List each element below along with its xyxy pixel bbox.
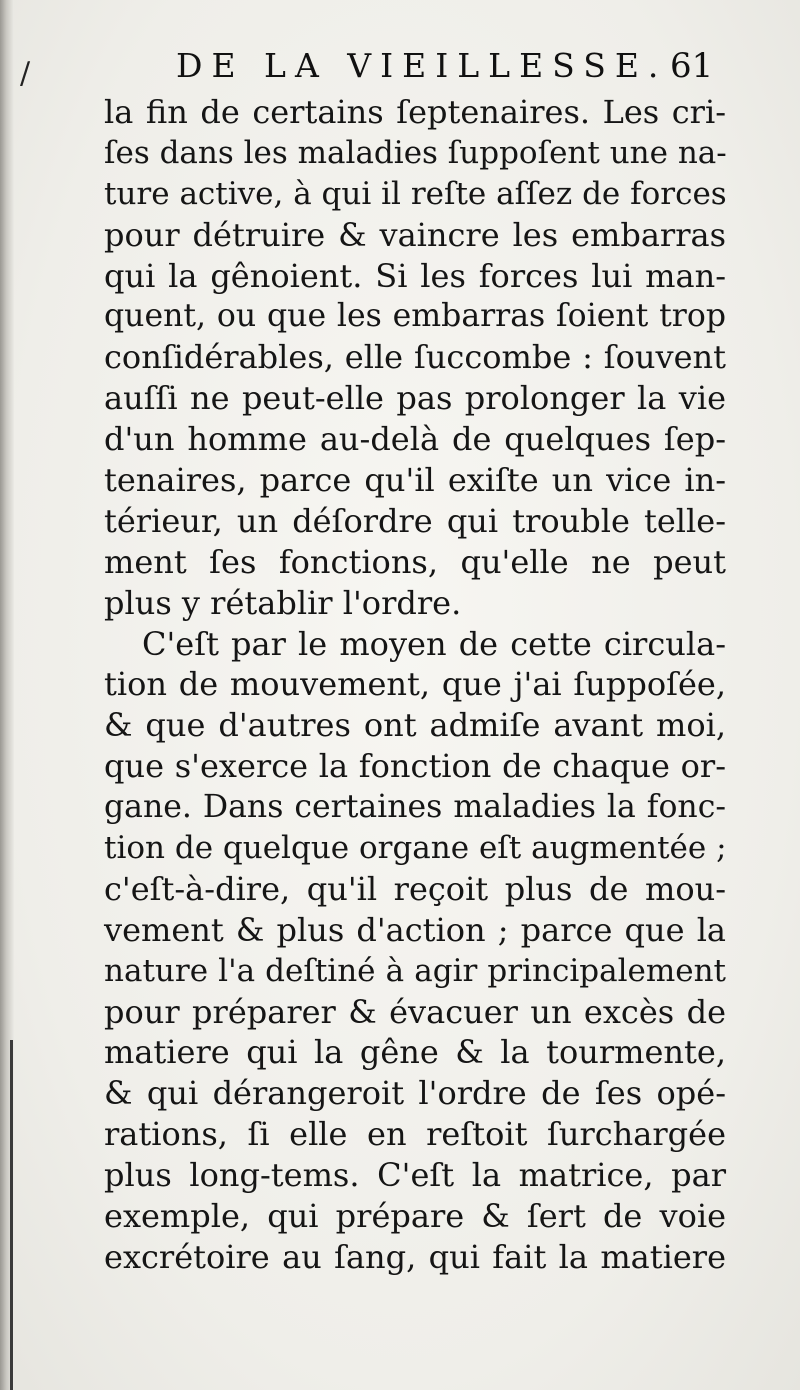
text-line: tion de mouvement, que j'ai ſuppoſée,: [104, 665, 726, 704]
text-line-paragraph-end: plus y rétablir l'ordre.: [104, 583, 462, 622]
text-line: nature l'a deſtiné à agir principalement: [104, 952, 726, 989]
text-line: & qui dérangeroit l'ordre de ſes opé-: [104, 1074, 726, 1113]
page-header: [176, 46, 736, 96]
running-head: DE LA VIEILLESSE.: [176, 46, 668, 85]
text-line: d'un homme au-delà de quelques ſep-: [104, 420, 726, 459]
text-line: vement & plus d'action ; parce que la: [104, 910, 726, 949]
text-line: quent, ou que les embarras ſoient trop: [104, 298, 726, 335]
text-line: c'eſt-à-dire, qu'il reçoit plus de mou-: [104, 869, 726, 908]
text-line: que s'exerce la fonction de chaque or-: [104, 747, 726, 786]
text-line: qui la gênoient. Si les forces lui man-: [104, 256, 726, 295]
body-text: [104, 92, 744, 1278]
text-line: plus long-tems. C'eſt la matrice, par: [104, 1156, 726, 1195]
text-line: pour préparer & évacuer un excès de: [104, 992, 726, 1031]
text-line: matiere qui la gêne & la tourmente,: [104, 1033, 726, 1072]
stray-ink-mark: /: [20, 56, 31, 91]
binding-shadow-line: [10, 1040, 13, 1390]
text-line: auſſi ne peut-elle pas prolonger la vie: [104, 379, 726, 418]
text-line: ſes dans les maladies ſuppoſent une na-: [104, 134, 727, 171]
text-line: térieur, un déſordre qui trouble telle-: [104, 501, 726, 540]
text-line-paragraph-start: C'eſt par le moyen de cette circula-: [142, 624, 726, 663]
text-line: ture active, à qui il reſte aſſez de forces: [104, 175, 727, 212]
text-line: gane. Dans certaines maladies la fonc-: [104, 789, 726, 826]
text-line: conſidérables, elle ſuccombe : ſouvent: [104, 338, 726, 377]
text-line: la fin de certains ſeptenaires. Les cri-: [104, 93, 726, 131]
text-line: tenaires, parce qu'il exiſte un vice in-: [104, 461, 726, 500]
text-line: pour détruire & vaincre les embarras: [104, 215, 726, 254]
page-number: 61: [670, 46, 714, 86]
text-line: ment ſes fonctions, qu'elle ne peut: [104, 542, 726, 581]
text-line: & que d'autres ont admiſe avant moi,: [104, 706, 726, 745]
text-line: excrétoire au ſang, qui fait la matiere: [104, 1237, 726, 1276]
text-line: exemple, qui prépare & ſert de voie: [104, 1197, 726, 1236]
text-line: rations, ſi elle en reſtoit ſurchargée: [104, 1115, 726, 1154]
text-line: tion de quelque organe eſt augmentée ;: [104, 830, 727, 867]
